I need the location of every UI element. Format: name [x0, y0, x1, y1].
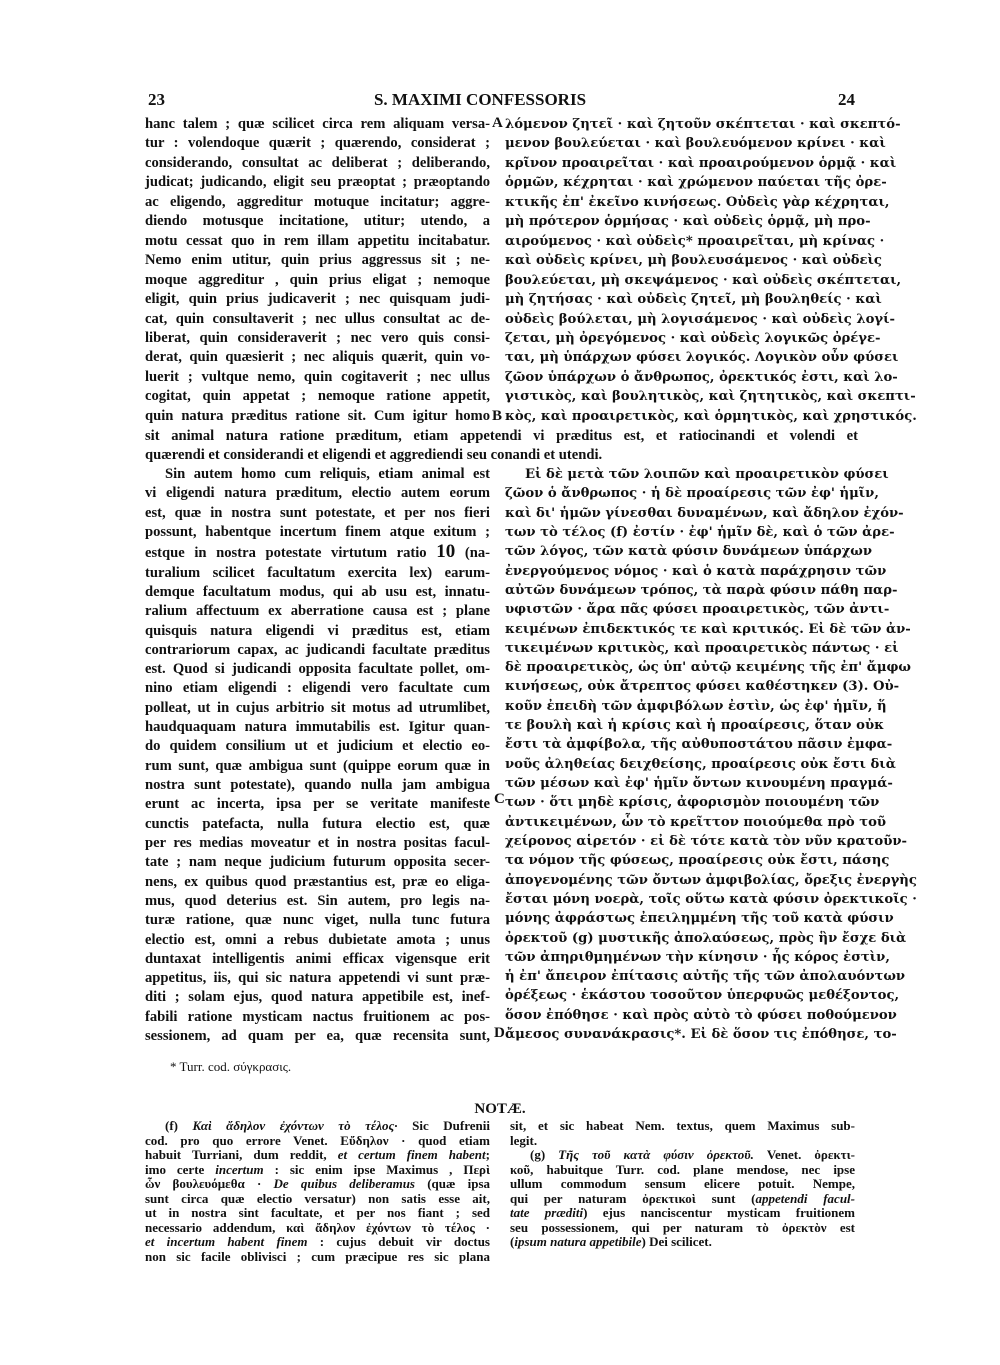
text-line: considerando, consultat ac deliberat ; deliberando,	[145, 154, 490, 171]
text-line: μὴ πρότερον ὁρμήσας · καὶ οὐδεὶς ὁρμᾷ, μὴ προ-	[505, 214, 871, 230]
text-line: luerit ; vultque nemo, quin cogitaverit ; nec ullus	[145, 368, 490, 385]
text-line: ac eligendo, aggreditur motuque incitatur; aggre-	[145, 193, 490, 210]
text-line: χείρονος αἱρετόν · εἰ δὲ τότε κατὰ τὸν νῦν κρατοῦν-	[505, 833, 907, 849]
text-line: cogitat, quin appetat ; nemoque ratione appetit,	[145, 388, 490, 405]
text-line: Εἰ δὲ μετὰ τῶν λοιπῶν καὶ προαιρετικὸν φύσει	[525, 467, 889, 482]
margin-letter-d: D	[494, 1025, 505, 1041]
text-line: appetitus, iis, qui sic natura appetendi vi sunt præ-	[145, 970, 490, 987]
text-line: derat, quin quæsierit ; nec aliquis quærit, quin vo-	[145, 349, 490, 366]
text-line: τῶν λόγος, τῶν κατὰ φύσιν δυνάμεων ὑπάρχων	[505, 544, 872, 560]
text-line: τῶν μέσων καὶ ἐφ' ἡμῖν ὄντων κινουμένη πραγμά-	[505, 776, 893, 791]
text-line: electio est, omni a rebus dubietate amota ; unus	[145, 931, 490, 948]
text-segment: ipsum natura appetibile	[514, 1234, 642, 1249]
text-line: ἔστι τὰ ἀμφίβολα, τῆς αὐθυποστάτου πᾶσιν ἐμφα-	[505, 737, 893, 753]
text-line	[145, 1148, 490, 1163]
text-segment: (g)	[530, 1147, 559, 1162]
text-line: hanc talem ; quæ scilicet circa rem aliquam versa-	[145, 116, 490, 132]
text-segment: Sic Dufrenii	[397, 1118, 490, 1133]
notes-right-column	[510, 1119, 855, 1250]
text-line: των τὸ τέλος (f) ἐστίν · ἐφ' ἡμῖν δὲ, καὶ ὁ τῶν ἀρε-	[505, 524, 895, 540]
text-line: legit.	[510, 1132, 538, 1148]
full-width-lines	[145, 427, 858, 466]
text-line: ται, μὴ ὑπάρχων φύσει λογικός. Λογικὸν οὖν φύσει	[505, 350, 899, 366]
text-line: υφιστῶν · ἄρα πᾶς φύσει προαιρετικὸς, τῶν ἀντι-	[505, 602, 890, 618]
text-line: ὀρεκτοῦ (g) μυστικῆς ἀπολαύσεως, πρὸς ἣν ἔσχε διὰ	[505, 930, 907, 946]
text-segment: incertum	[215, 1161, 264, 1177]
text-line: demque facultatum modus, qui ab usu est, innatu-	[145, 583, 490, 600]
text-segment: Venet. ὀρεκτι-	[753, 1147, 855, 1162]
text-segment: ) ejus nanciscentur mysticam fruitionem	[583, 1205, 856, 1220]
text-line: τῶν ἀπηριθμημένων τὴν κίνησιν · ἧς κόρος ἐστὶν,	[505, 949, 890, 965]
text-line	[145, 1119, 490, 1134]
text-segment: appetendi facul-	[755, 1190, 855, 1206]
text-line: ὁρμῶν, κέχρηται · καὶ χρώμενον παύεται τῆς ὀρε-	[505, 175, 887, 191]
margin-letter-a: A	[492, 115, 503, 131]
text-segment: (na-	[455, 545, 490, 562]
text-line: κινήσεως, οὐκ ἄτρεπτος φύσει καθέστηκεν (3). Οὐ-	[505, 679, 900, 695]
text-line: οὐδεὶς βούλεται, μὴ λογισάμενος · καὶ οὐδεὶς λογί-	[505, 311, 895, 327]
running-title: S. MAXIMI CONFESSORIS	[373, 90, 587, 109]
text-segment: (	[510, 1234, 515, 1249]
text-line: seu possessionem, qui per naturam τὸ ὀρεκτὸν est	[510, 1219, 855, 1235]
text-line: ἄμεσος συνανάκρασις*. Εἰ δὲ ὅσον τις ἐπόθησε, το-	[505, 1027, 897, 1043]
text-line: καὶ οὐδεὶς κρίνει, μὴ βουλευσάμενος · καὶ οὐδεὶς	[505, 253, 882, 269]
text-line: erunt ac incerta, ipsa per se veritate manifeste	[145, 796, 490, 813]
text-line: turalium scilicet facultatum exercita lex) earum-	[145, 564, 490, 581]
text-line: mus, quod deterius est. Sin autem, pro legis na-	[145, 892, 490, 909]
left-column-bottom	[145, 465, 490, 1046]
text-segment: Καὶ ἄδηλον ἐχόντων τὸ τέλος·	[192, 1118, 398, 1133]
text-line: αιρούμενος · καὶ οὐδεὶς* προαιρεῖται, μὴ κρίνας ·	[505, 233, 885, 249]
text-segment: Τῆς τοῦ κατὰ φύσιν ὀρεκτοῦ.	[558, 1147, 754, 1162]
text-line	[510, 1235, 855, 1250]
text-line: fabili ratione mysticam nactus fruitionem ac pos-	[145, 1008, 490, 1025]
text-line: ἀπογενομένης τῶν ὄντων ἀμφιβολίας, ὄρεξις ἐνεργὴς	[505, 872, 917, 888]
text-line: quin natura præditus ratione sit. Cum igitur homo	[145, 407, 490, 424]
text-line: μενον βουλεύεται · καὶ βουλευόμενον κρίνει · καὶ	[505, 136, 886, 152]
text-line: τα νόμον τῆς φύσεως, προαίρεσις οὐκ ἔστι, πάσης	[505, 853, 890, 869]
text-line	[145, 1177, 490, 1192]
text-line: do quidem consilium ut et judicium et electio eo-	[145, 738, 490, 755]
text-line: ἡ ἐπ' ἄπειρον ἐπίτασις αὐτῆς τῆς τῶν ἀπολαυόντων	[505, 969, 906, 985]
text-segment: habuit Turriani, dum reddit,	[145, 1147, 338, 1162]
text-segment: : cujus debuit vir doctus	[307, 1234, 490, 1249]
margin-letter-b: B	[492, 408, 503, 424]
text-line: γιστικὸς, καὶ βουλητικὸς, καὶ ζητητικὸς, καὶ σκεπτι-	[505, 389, 916, 405]
text-line: tate ; nam neque judicium futurum opposita secer-	[145, 854, 490, 871]
text-segment: ;	[485, 1147, 490, 1162]
text-segment: et incertum habent finem	[145, 1234, 308, 1249]
text-line: των · ὅτι μηδὲ κρίσις, ἀφορισμὸν ποιουμένη τῶν	[505, 795, 880, 811]
text-line: tur : volendoque quærit ; quærendo, considerat ;	[145, 135, 490, 152]
text-line: κοῦν ἐπειδὴ τῶν ἀμφιβόλων ἐστὶν, ὡς ἐφ' ἡμῖν, ἥ	[505, 698, 887, 714]
text-segment: qui per naturam ὀρεκτικοὶ sunt (	[510, 1190, 756, 1206]
notes-left-column	[145, 1119, 490, 1264]
text-segment: : sic enim ipse Maximus , Περὶ	[263, 1161, 490, 1177]
text-line: est. Quod si judicandi opposita facultate pollet, om-	[145, 661, 490, 678]
text-line: καὶ δι' ἡμῶν γίνεσθαι δυναμένων, καὶ ἄδηλον ἐχόν-	[505, 505, 904, 521]
text-line: νοῦς ἀληθείας δειχθείσης, προαίρεσις οὐκ ἔστι διὰ	[505, 756, 896, 772]
notes-title: NOTÆ.	[474, 1101, 526, 1117]
text-line: vi eligendi natura præditum, electio autem eorum	[145, 485, 490, 502]
text-line	[510, 1192, 855, 1207]
text-line: diti ; solam ejus, quod natura appetibile est, inef-	[145, 989, 490, 1006]
text-line: ζῶον ὑπάρχων ὁ ἄνθρωπος, ὀρεκτικός ἐστι, καὶ λο-	[505, 369, 898, 385]
text-line: eligit, quin prius judicaverit ; nec quisquam judi-	[145, 291, 490, 308]
text-line: nino etiam eligendi : eligendi vero facultate cum	[145, 680, 490, 697]
text-line: sessionem, ad quam per ea, quæ recensita sunt,	[145, 1028, 490, 1045]
text-line: est, quæ in nostra sunt potestate, et per nos fieri	[145, 504, 490, 521]
text-line: per res medias moveatur et in nostra positas facul-	[145, 834, 490, 851]
text-line: quærendi et considerandi et eligendi et aggrediendi seu conandi et utendi.	[145, 447, 603, 464]
text-line: βουλεύεται, μὴ σκεψάμενος · καὶ οὐδεὶς σκέπτεται,	[505, 272, 902, 288]
text-segment: ὧν βουλευόμεθα ·	[145, 1176, 274, 1191]
text-line: ὅσον ἐπόθησε · καὶ πρὸς αὐτὸ τὸ φύσει ποθούμενον	[505, 1007, 897, 1023]
text-line: μὴ ζητήσας · καὶ οὐδεὶς ζητεῖ, μὴ βουληθείς · καὶ	[505, 292, 882, 308]
text-line: cat, quin consultaverit ; nec ullus consultat ac de-	[145, 310, 490, 327]
text-line: κτικῆς ἐπ' ἐκεῖνο κινήσεως. Οὐδεὶς γὰρ κέχρηται,	[505, 194, 890, 210]
text-line: cod. pro quo errore Venet. Εὔδηλον · quod etiam	[145, 1132, 490, 1148]
text-line: κειμένων ἐπιδεκτικός τε καὶ κριτικός. Εἰ δὲ τῶν ἀν-	[505, 621, 911, 637]
text-line: nostra sunt potestate), quando nulla jam ambigua	[145, 777, 490, 793]
page-number-left: 23	[148, 90, 165, 109]
text-line: ὀρέξεως · ἑκάστου τοσοῦτον ὑπερφυῶς μεθέξοντος,	[505, 988, 900, 1004]
text-line: motu cessat quo in rem illam appetitu incitabatur.	[145, 232, 490, 249]
text-line: κὸς, καὶ προαιρετικὸς, καὶ ὁρμητικὸς, καὶ χρηστικός.	[505, 408, 917, 424]
text-line: Sin autem homo cum reliquis, etiam animal est	[165, 466, 490, 482]
left-column-top	[145, 115, 490, 426]
text-line: liberat, quin consideraverit ; nec vero quis consi-	[145, 329, 490, 346]
text-line: possunt, habentque incertum finem atque exitum ;	[145, 523, 490, 540]
text-line: nens, ex quibus quod præstantius est, præ eo eliga-	[145, 873, 490, 890]
text-line	[510, 1148, 855, 1163]
text-line: necessario addendum, καὶ ἄδηλον ἐχόντων τὸ τέλος ·	[145, 1219, 490, 1235]
column-number: 10	[436, 541, 456, 563]
text-line	[145, 1235, 490, 1250]
text-line: diendo motusque incitatione, utitur; utendo, a	[145, 213, 490, 230]
text-line: moque aggreditur , quin prius eligat ; nemoque	[145, 271, 490, 288]
text-line	[145, 1163, 490, 1178]
text-segment: (f)	[165, 1118, 193, 1133]
text-line: ζῶον ὁ ἄνθρωπος · ἡ δὲ προαίρεσις τῶν ἐφ' ἡμῖν,	[505, 486, 879, 502]
text-line: κοῦ, habuitque Turr. cod. plane mendose, nec ipse	[510, 1161, 855, 1177]
text-line: turæ ratione, quæ nunc viget, nulla tunc futura	[145, 912, 490, 929]
page-number-right: 24	[838, 90, 855, 109]
text-line: polleat, ut in cujus arbitrio sit motus ad utrumlibet,	[145, 699, 490, 716]
text-line: ullum commodum sensum elicere potuit. Nempe,	[510, 1176, 855, 1191]
text-line: sit animal natura ratione præditum, etiam appetendi vi præditus est, et ratiocinandi et volendi et	[145, 428, 858, 444]
text-segment: imo certe	[145, 1161, 216, 1177]
text-line: τε βουλὴ καὶ ἡ κρίσις καὶ ἡ προαίρεσις, ὅταν οὐκ	[505, 718, 884, 734]
text-line: Nemo enim utitur, quin prius aggressus sit ; ne-	[145, 252, 490, 269]
text-line: sunt circa quæ electio versatur) non satis esse ait,	[145, 1190, 490, 1206]
text-line	[145, 542, 490, 563]
text-line: cunctis patefacta, nulla futura electio est, quæ	[145, 815, 490, 832]
right-column-bottom	[505, 465, 917, 1044]
text-line: haudquaquam natura immutabilis est. Igitur quan-	[145, 719, 490, 736]
footnote: * Turr. cod. σύγκρασις.	[170, 1059, 292, 1074]
text-line: λόμενον ζητεῖ · καὶ ζητοῦν σκέπτεται · καὶ σκεπτό-	[505, 117, 901, 132]
text-segment: De quibus deliberamus	[273, 1176, 415, 1191]
right-column-top	[505, 115, 917, 426]
text-line	[510, 1206, 855, 1221]
text-line: ἔσται μόνη νοερὰ, τοῖς οὕτω κατὰ φύσιν ὀρεκτικοῖς ·	[505, 891, 917, 907]
margin-letter-c: C	[494, 791, 505, 807]
text-segment: ) Dei scilicet.	[641, 1234, 712, 1249]
text-segment: et certum finem habent	[337, 1147, 486, 1162]
text-line: quisquis natura eligendi vi præditus est, etiam	[145, 622, 490, 639]
text-line: sit, et sic habeat Nem. textus, quem Maximus sub-	[510, 1118, 855, 1133]
text-line: ζεται, μὴ ὀρεγόμενος · καὶ οὐδεὶς λογικῶς ὀρέγε-	[505, 330, 881, 346]
text-line: duntaxat intelligentis animi efficax vigensque erit	[145, 950, 490, 967]
text-line: τικειμένων κριτικὸς, καὶ προαιρετικὸς πάντως · εἰ	[505, 640, 899, 656]
text-line: ut in nostra sint facultate, et per nos fiant ; sed	[145, 1205, 490, 1220]
text-line: ἀντικειμένων, ὧν τὸ κρεῖττον ποιούμεθα πρὸ τοῦ	[505, 814, 887, 830]
text-line: judicat; judicando, eligit seu præoptat ; præoptando	[145, 174, 490, 191]
text-line: non sic facile oblivisci ; cum præcipue res sic plana	[145, 1248, 490, 1264]
text-line: αὐτῶν δυνάμεων τρόπος, τὰ παρὰ φύσιν πάθη παρ-	[505, 582, 898, 598]
text-line: ralium affectuum ex aberratione causa est ; plane	[145, 603, 490, 620]
text-line: contrariorum capax, ac judicandi facultate præditus	[145, 641, 490, 658]
text-line: δὲ προαιρετικὸς, ὡς ὑπ' αὐτῷ κειμένης τῆς ἐπ' ἄμφω	[505, 660, 911, 676]
text-segment: (quæ ipsa	[415, 1176, 491, 1191]
text-line: ἐνεργούμενος νόμος · καὶ ὁ κατὰ παράχρησιν τῶν	[505, 563, 887, 579]
text-segment: estque in nostra potestate virtutum ratio	[145, 545, 437, 562]
text-segment: tate præditi	[510, 1205, 584, 1220]
text-line: κρῖνον προαιρεῖται · καὶ προαιρούμενον ὁρμᾷ · καὶ	[505, 155, 897, 171]
text-line: rum sunt, quæ ambigua sunt (quippe eorum quæ in	[145, 757, 490, 774]
text-line: μόνης ἀφράστως ἐπειλημμένη τῆς τοῦ κατὰ φύσιν	[505, 911, 894, 927]
